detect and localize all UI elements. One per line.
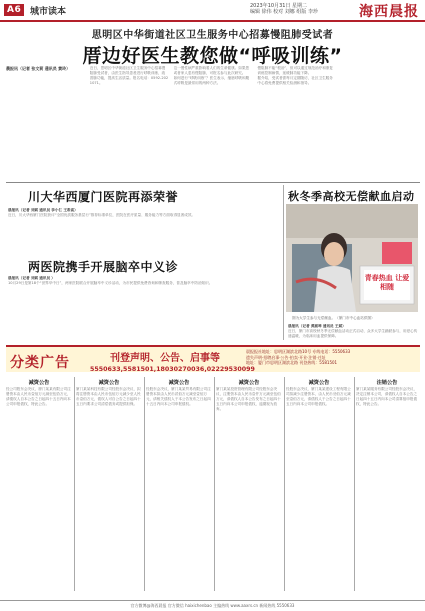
stroke-story-title: 两医院携手开展脑卒中义诊 (28, 260, 179, 274)
blood-donation-byline: 晨报讯（记者 黄淑琴 通讯员 王斌） (288, 324, 346, 328)
lead-story-paragraph: 这一慢性病严重影响着人们的生命健康。如果您或者家人患有慢阻肺，可报名参与此次研究。 (173, 66, 250, 75)
notice-title: 减资公告 (98, 380, 120, 386)
photo-sign: 青春热血 让爱相随 (364, 274, 410, 291)
masthead (0, 0, 425, 22)
lead-story-byline: 晨报讯（记者 张文莉 通讯员 黄玲） (6, 66, 71, 71)
notice-column (356, 377, 418, 591)
divider (6, 182, 420, 183)
stroke-story-body (8, 276, 280, 338)
column-divider (283, 185, 284, 340)
ads-address-line: 遗失声明·招聘启事·公告·拍卖·开业·注销·迁址 (246, 354, 326, 360)
date-line (250, 3, 370, 15)
notice-text: 经公司股东会决议，厦门某某有限公司注册资本由人民币壹佰万元减至伍拾万元，请债权人自本公告之日起四十五日内向本公司申报债权，特此公告。 (6, 387, 71, 406)
column-divider (74, 377, 75, 591)
notice-column (76, 377, 142, 591)
lead-story-headline: 厝边好医生教您做“呼吸训练” (82, 45, 343, 67)
huaxi-story-body (8, 208, 278, 248)
lead-story-paragraph: 近日，思明区中华街道社区卫生服务中心招募慢阻肺受试者，由医生指导患者进行呼吸训练，改善肺功能，提高生活质量。报名电话：0592-2021071。 (89, 66, 169, 85)
blood-donation-story-body (288, 324, 418, 342)
ads-contact-block (90, 349, 255, 373)
stroke-story-byline: 晨报讯（记者 刘斌 通讯员 ） (8, 276, 55, 280)
huaxi-story-title: 川大华西厦门医院再添荣誉 (28, 190, 179, 204)
notice-column (6, 377, 72, 591)
column-divider (214, 377, 215, 591)
notice-text: 经股东会决议，厦门某某建设工程有限公司拟减少注册资本，由人民币叁佰万元减至壹佰万元，请债权人于公告之日起四十五日内向本公司申报债权。 (286, 387, 351, 406)
notice-title: 减资公告 (308, 380, 330, 386)
notice-text: 厦门某某科技有限公司经股东会决议，拟将注册资本由人民币伍佰万元减少至人民币壹佰万元，债权人可自公告之日起四十五日内要求公司清偿债务或提供担保。 (76, 387, 141, 406)
editor-credits: 编辑 徐伟 校对 刘娜 组版 李珍 (250, 9, 318, 15)
blood-donation-story-title: 秋冬季高校无偿献血启动 (288, 190, 415, 203)
classified-ads-title: 分类广告 (10, 355, 70, 371)
lead-story-paragraph: 据介绍，受试者需每月定期随访，社区卫生服务中心将免费提供相关检测和指导。 (257, 76, 333, 85)
notice-text: 经股东会决议，厦门某某贸易有限公司注册资本拟由人民币贰佰万元减至壹佰万元，请相关债权人于本公告发布之日起四十五日内向本公司申报债权。 (146, 387, 211, 406)
blood-donation-photo (286, 204, 418, 312)
ads-address-block (246, 349, 418, 372)
section-name: 城市读本 (30, 7, 67, 17)
page-footer: 官方微博@海西晨报 官方微信 haixichenbao 主编热线 www.aaxrs.cn 新闻热线 5550633 (0, 600, 425, 611)
lead-story-paragraph: 如何进行“呼吸训练”？医生表示，缩唇呼吸和腹式呼吸是最常用的两种方法。 (173, 76, 250, 85)
blood-donation-photo-illustration (286, 204, 418, 312)
ads-address-line: 晨报报社地址：思明区湖滨北路10号 专线电话：5550633 (246, 349, 351, 354)
lead-story-kicker: 思明区中华街道社区卫生服务中心招募慢阻肺受试者 (91, 30, 334, 41)
publication-date: 2023年10月31日 星期二 (250, 3, 308, 9)
newspaper-logo: 海西晨报 (359, 4, 419, 20)
notice-title: 减资公告 (238, 380, 260, 386)
photo-caption: 图为大学生参与无偿献血。（厦门市中心血站供图） (292, 316, 375, 320)
page-number-tag: A6 (4, 4, 24, 16)
huaxi-story-paragraph: 近日，川大华西厦门医院获评“全国优质服务基层行”推荐标准单位，医院在医疗质量、服务能力等方面取得显著成效。 (8, 213, 196, 217)
classified-ads-banner (6, 345, 420, 372)
column-divider (284, 377, 285, 591)
blood-donation-paragraph: 近日，厦门市高校秋冬季无偿献血活动正式启动，众多大学生踊跃参与，用爱心传递温暖，为临床用血提供保障。 (288, 329, 418, 338)
stroke-story-paragraph: 10月29日是第18个“世界卒中日”，两家医院联合开展脑卒中义诊活动，为市民提供免费咨询和筛查服务，普及脑卒中防治知识。 (8, 281, 213, 285)
notice-column (146, 377, 212, 591)
ads-address-line: 地址：厦门市思明区湖滨北路 刊登热线：5581501 (246, 360, 338, 365)
column-divider (144, 377, 145, 591)
notice-title: 注销公告 (376, 380, 398, 386)
notice-title: 减资公告 (28, 380, 50, 386)
lead-story-paragraph: 慢阻肺不能“根治”，但可以通过规范治疗和康复训练控制病情，延缓肺功能下降。 (257, 66, 333, 75)
ads-phone-numbers: 5550633,5581501,18030270036,02229530099 (90, 366, 255, 373)
ads-services: 刊登声明、公告、启事等 (110, 353, 220, 364)
lead-story-body (6, 66, 420, 178)
huaxi-story-byline: 晨报讯（记者 刘斌 通讯员 李小仁 王希高） (8, 208, 78, 212)
notice-text: 厦门某某服务有限公司经股东会决议，决定注销本公司，请债权人自本公告之日起四十五日内向本公司清算组申报债权，特此公告。 (356, 387, 418, 406)
notice-title: 减资公告 (168, 380, 190, 386)
notice-column (286, 377, 352, 591)
column-divider (354, 377, 355, 591)
notice-column (216, 377, 282, 591)
notice-text: 厦门某某投资管理有限公司经股东会决议，注册资本由人民币壹仟万元减至伍佰万元，请债权人自本公告发布之日起四十五日内向本公司申报债权，逾期视为放弃。 (216, 387, 281, 411)
